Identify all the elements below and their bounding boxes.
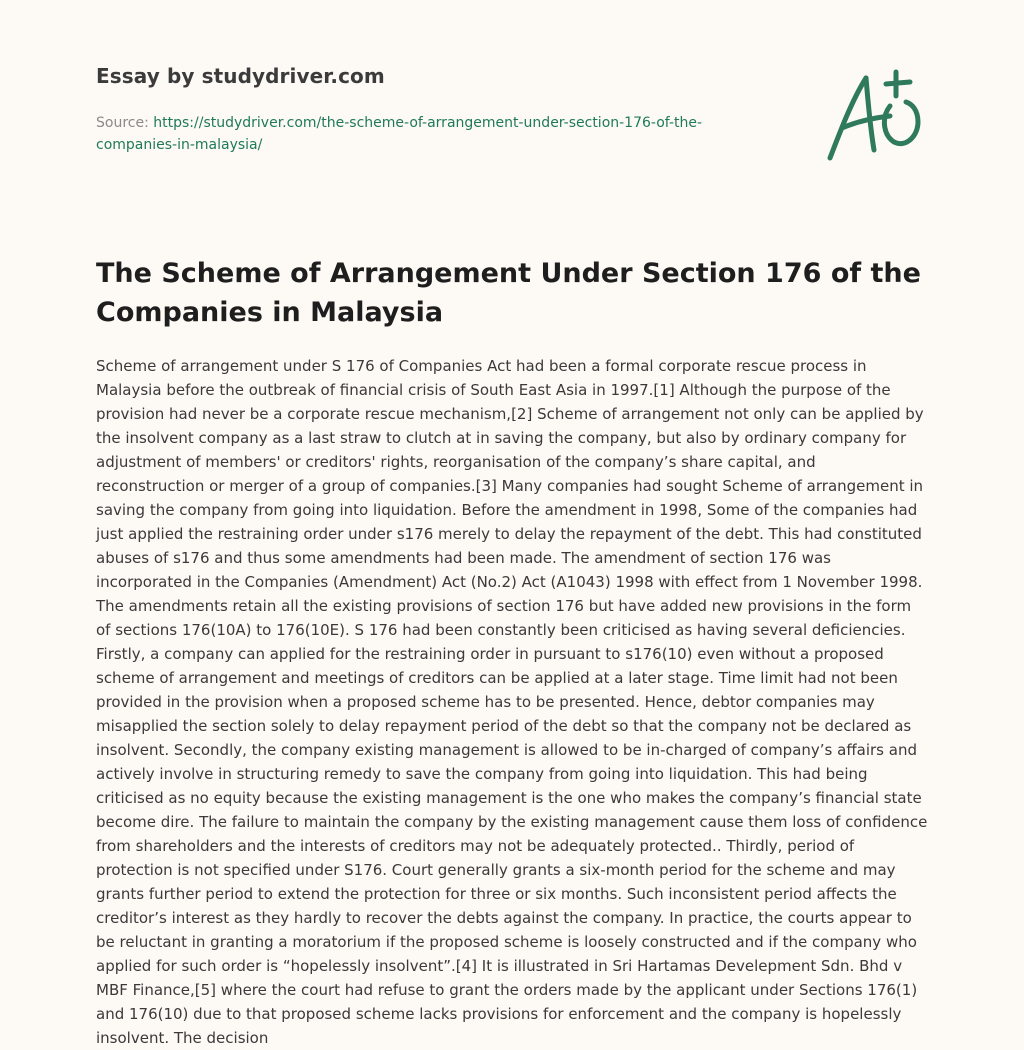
article-body: Scheme of arrangement under S 176 of Companies Act had been a formal corporate rescue process in Malaysia before the outbreak of financial crisis of South East Asia in 1997.[1] Although the purpose of the provision had never be a corporate rescue mechanism,[2] Scheme of arrangement not only can be applied by the insolvent company as a last straw to clutch at in saving the company, but also by ordinary company for adjustment of members' or creditors' rights, reorganisation of the company’s share capital, and reconstruction or merger of a group of companies.[3] Many companies had sought Scheme of arrangement in saving the company from going into liquidation. Before the amendment in 1998, Some of the companies had just applied the restraining order under s176 merely to delay the repayment of the debt. This had constituted abuses of s176 and thus some amendments had been made. The amendment of section 176 was incorporated in the Companies (Amendment) Act (No.2) Act (A1043) 1998 with effect from 1 November 1998. The amendments retain all the existing provisions of section 176 but have added new provisions in the form of sections 176(10A) to 176(10E). S 176 had been constantly been criticised as having several deficiencies. Firstly, a company can applied for the restraining order in pursuant to s176(10) even without a proposed scheme of arrangement and meetings of creditors can be applied at a later stage. Time limit had not been provided in the provision when a proposed scheme has to be presented. Hence, debtor companies may misapplied the section solely to delay repayment period of the debt so that the company not be declared as insolvent. Secondly, the company existing management is allowed to be in-charged of company’s affairs and actively involve in structuring remedy to save the company from going into liquidation. This had being criticised as no equity because the existing management is the one who makes the company’s financial state become dire. The failure to maintain the company by the existing management cause them loss of confidence from shareholders and the interests of creditors may not be adequately protected.. Thirdly, period of protection is not specified under S176. Court generally grants a six-month period for the scheme and may grants further period to extend the protection for three or six months. Such inconsistent period affects the creditor’s interest as they hardly to recover the debts against the company. In practice, the courts appear to be reluctant in granting a moratorium if the proposed scheme is loosely constructed and if the company who applied for such order is “hopelessly insolvent”.[4] It is illustrated in Sri Hartamas Develepment Sdn. Bhd v MBF Finance,[5] where the court had refuse to grant the orders made by the applicant under Sections 176(1) and 176(10) due to that proposed scheme lacks provisions for enforcement and the company is hopelessly insolvent. The decision: [96, 357, 928, 1047]
article-title: The Scheme of Arrangement Under Section 176 of the Companies in Malaysia: [96, 258, 921, 328]
header-brand: Essay by studydriver.com: [96, 64, 385, 88]
a-plus-grade-icon: [820, 66, 930, 166]
source-link[interactable]: https://studydriver.com/the-scheme-of-arrangement-under-section-176-of-the-companies-in-malaysia/: [96, 115, 703, 153]
source-label: Source:: [96, 115, 154, 131]
source-line: [96, 112, 776, 156]
